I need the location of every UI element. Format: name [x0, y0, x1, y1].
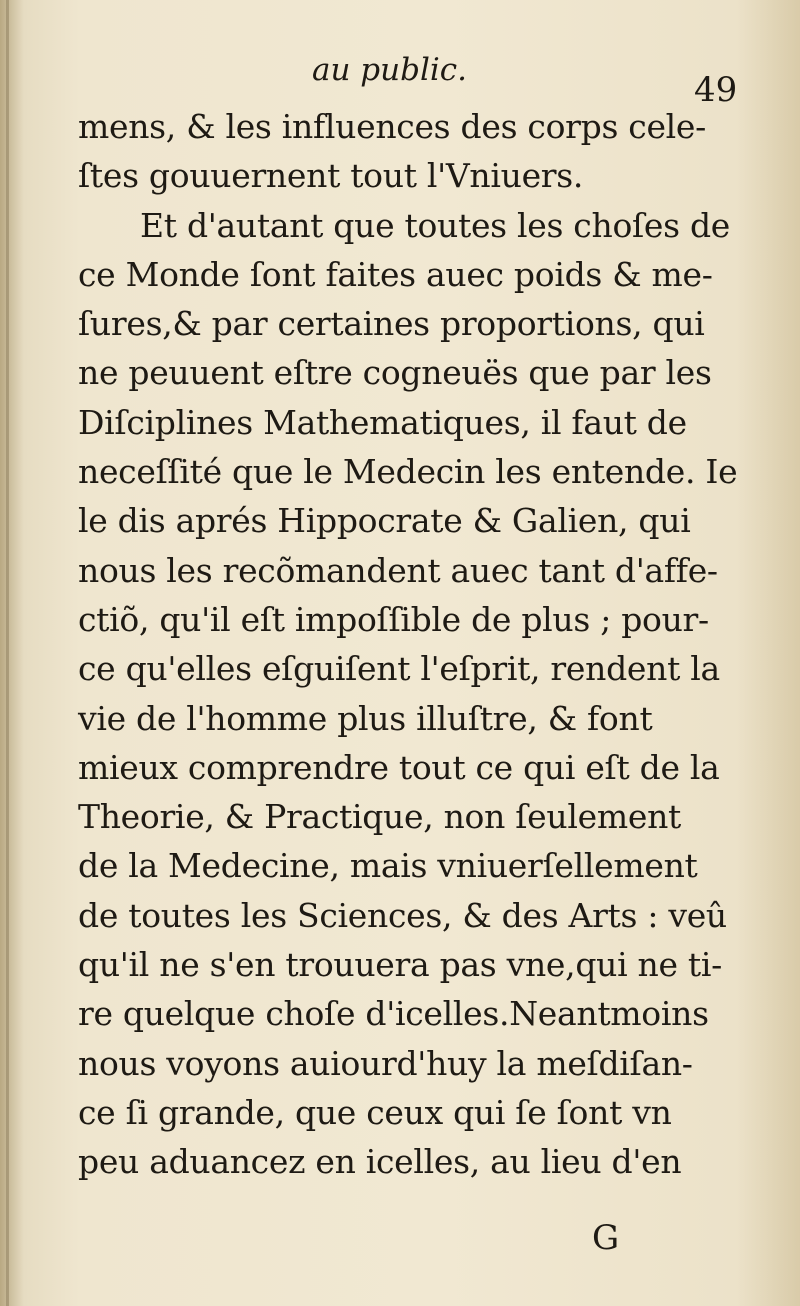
text-line: de la Medecine, mais vniuerſellement	[78, 846, 698, 886]
text-line: ce Monde ſont faites auec poids & me-	[78, 254, 713, 294]
text-line: de toutes les Sciences, & des Arts : veû	[78, 895, 727, 935]
text-line: nous voyons auiourd'huy la meſdiſan-	[78, 1043, 693, 1083]
text-line: neceſſité que le Medecin les entende. Ie	[78, 452, 738, 492]
text-line: Theorie, & Practique, non ſeulement	[78, 797, 681, 837]
text-line: Diſciplines Mathematiques, il faut de	[78, 402, 687, 442]
text-line: ſtes gouuernent tout l'Vniuers.	[78, 156, 584, 196]
body-text	[78, 102, 758, 1187]
page-number: 49	[694, 70, 738, 110]
text-line: le dis aprés Hippocrate & Galien, qui	[78, 501, 691, 541]
text-line: re quelque choſe d'icelles.Neantmoins	[78, 994, 709, 1034]
text-line: ce qu'elles eſguiſent l'eſprit, rendent la	[78, 649, 720, 689]
text-line: vie de l'homme plus illuſtre, & font	[78, 698, 653, 738]
text-line: mens, & les influences des corps cele-	[78, 107, 707, 146]
running-title: au public.	[312, 52, 467, 88]
paragraph-start-line: Et d'autant que toutes les choſes de	[140, 205, 731, 245]
text-line: ne peuuent eſtre cogneuës que par les	[78, 353, 712, 393]
text-line: peu aduancez en icelles, au lieu d'en	[78, 1142, 682, 1182]
signature-mark: G	[592, 1218, 620, 1258]
text-line: mieux comprendre tout ce qui eſt de la	[78, 747, 720, 787]
text-line: qu'il ne s'en trouuera pas vne,qui ne ti-	[78, 945, 722, 985]
text-line: nous les recõmandent auec tant d'affe-	[78, 550, 718, 590]
text-line: ſures,& par certaines proportions, qui	[78, 304, 705, 344]
binding-gutter	[6, 0, 9, 1306]
text-line: ctiõ, qu'il eſt impoſſible de plus ; pour-	[78, 599, 709, 639]
text-line: ce ſi grande, que ceux qui ſe ſont vn	[78, 1092, 672, 1132]
